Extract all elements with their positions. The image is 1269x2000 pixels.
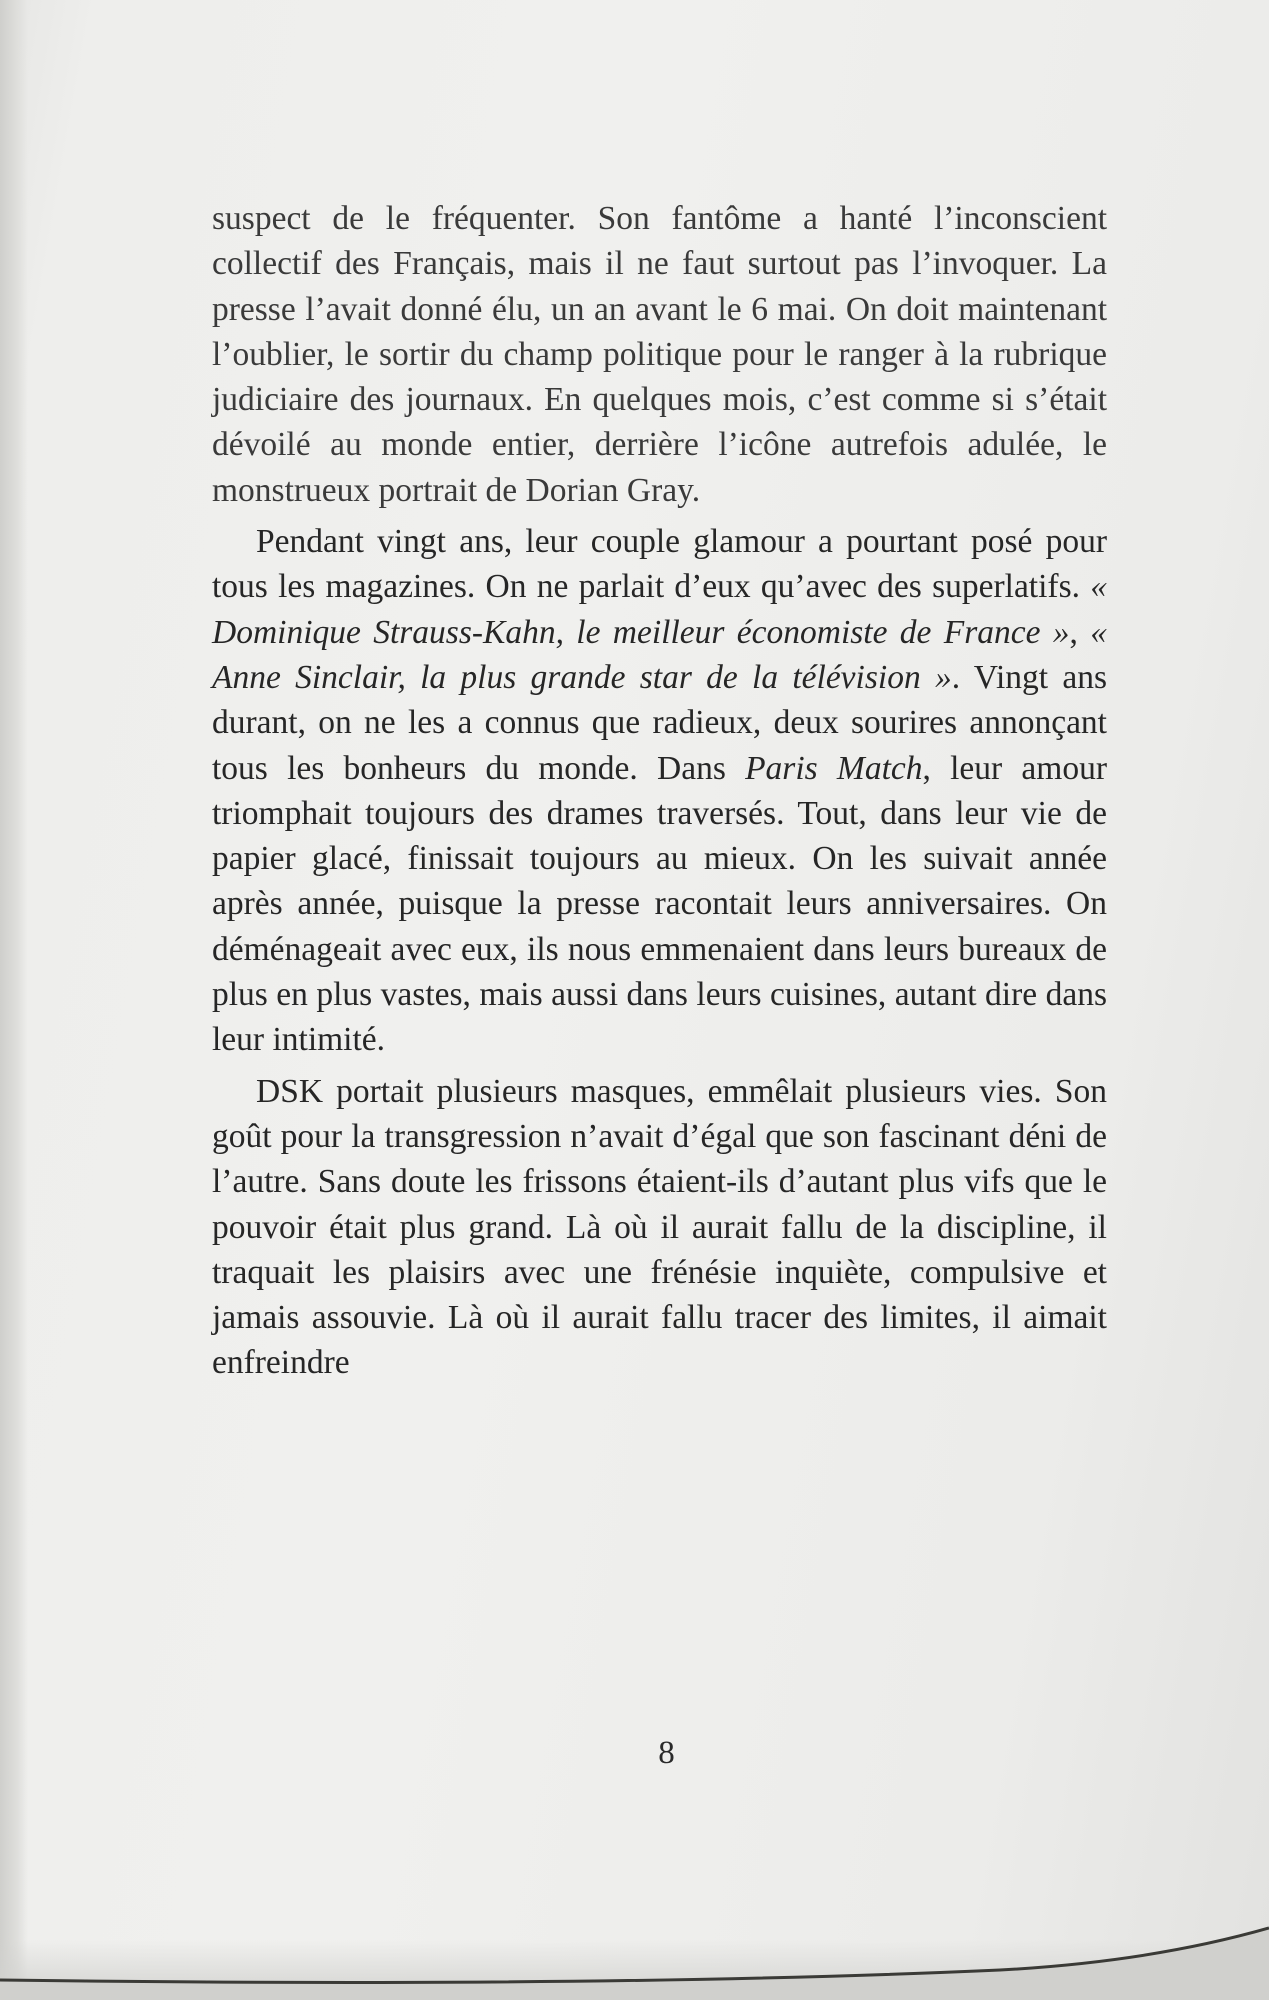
- quote-strauss-kahn: « Dominique Strauss-Kahn, le meilleur économiste de France »: [212, 568, 1107, 651]
- paragraph-1: suspect de le fréquenter. Son fantôme a hanté l’inconscient collectif des Français, mais il ne faut surtout pas l’invoquer. La presse l’avait donné élu, un an avant le 6 mai. On doit maintenant l’oublier, le sortir du champ politique pour le ranger à la rubrique judiciaire des journaux. En quelques mois, c’est comme si s’était dévoilé au monde entier, derrière l’icône autrefois adulée, le monstrueux portrait de Dorian Gray.: [212, 200, 1107, 509]
- paragraph-2: [212, 519, 1107, 1063]
- paragraph-2-text-b: . Vingt ans durant, on ne les a connus que radieux, deux sourires annonçant tous les bonheurs du monde. Dans: [212, 658, 1107, 787]
- paragraph-2-text-a: Pendant vingt ans, leur couple glamour a pourtant posé pour tous les magazines. On ne parlait d’eux qu’avec des superlatifs.: [212, 523, 1107, 606]
- magazine-title: Paris Match: [745, 749, 923, 787]
- page-number: 8: [658, 1735, 675, 1771]
- page-corner-curl: [0, 1910, 1269, 2000]
- body-text: [212, 196, 1107, 1386]
- paragraph-2-text-c: , leur amour triomphait toujours des drames traversés. Tout, dans leur vie de papier glacé, finissait toujours au mieux. On les suivait année après année, puisque la presse racontait leurs anniversaires. On déménageait avec eux, ils nous emmenaient dans leurs bureaux de plus en plus vastes, mais aussi dans leurs cuisines, autant dire dans leur intimité.: [212, 749, 1107, 1059]
- page-edge-left: [0, 0, 28, 2000]
- paragraph-3: DSK portait plusieurs masques, emmêlait plusieurs vies. Son goût pour la transgression n’avait d’égal que son fascinant déni de l’autre. Sans doute les frissons étaient-ils d’autant plus vifs que le pouvoir était plus grand. Là où il aurait fallu de la discipline, il traquait les plaisirs avec une frénésie inquiète, compulsive et jamais assouvie. Là où il aurait fallu tracer des limites, il aimait enfreindre: [212, 1072, 1107, 1382]
- quote-anne-sinclair: « Anne Sinclair, la plus grande star de la télévision »: [212, 613, 1107, 696]
- quote-separator: ,: [1069, 613, 1091, 651]
